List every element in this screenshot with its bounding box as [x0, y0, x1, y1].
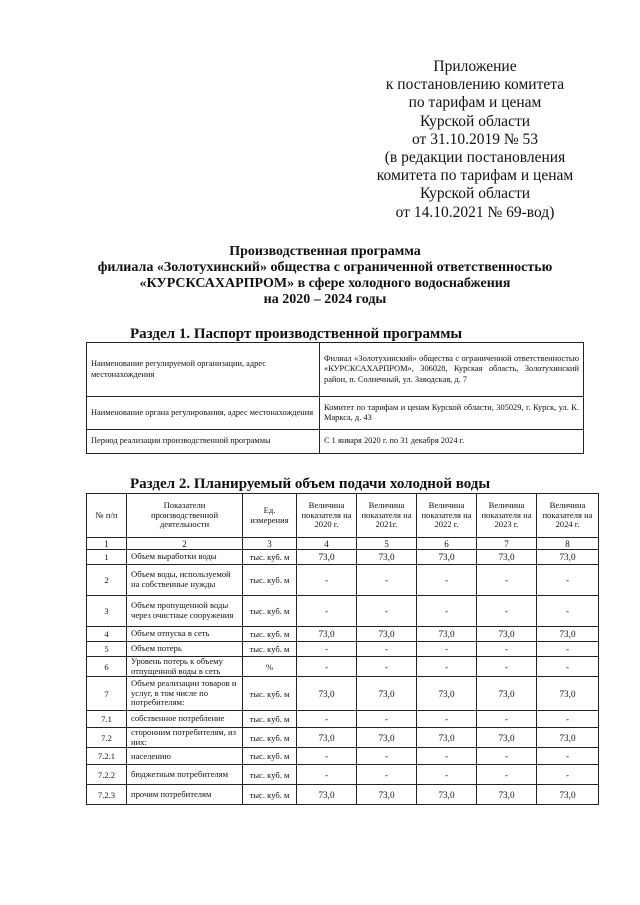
value-cell: 73,0 — [417, 550, 477, 565]
value-cell: - — [477, 711, 537, 728]
appendix-line: комитета по тарифам и ценам — [376, 167, 574, 185]
table-row — [87, 711, 599, 728]
value-cell: - — [357, 596, 417, 627]
indicator-name: прочим потребителям — [127, 785, 243, 805]
value-cell: - — [297, 596, 357, 627]
value-cell: 73,0 — [417, 627, 477, 642]
value-cell: 73,0 — [357, 728, 417, 748]
appendix-line: от 14.10.2021 № 69-вод) — [395, 203, 555, 221]
value-cell: - — [297, 748, 357, 765]
unit-cell: тыс. куб. м — [243, 728, 297, 748]
indicator-name: Объем выработки воды — [127, 550, 243, 565]
value-cell: 73,0 — [477, 550, 537, 565]
program-title-line: «КУРСКСАХАРПРОМ» в сфере холодного водоснабжения — [139, 276, 511, 291]
unit-cell: тыс. куб. м — [243, 550, 297, 565]
value-cell: - — [477, 657, 537, 677]
table-row — [87, 627, 599, 642]
passport-label: Наименование органа регулирования, адрес местонахождения — [87, 397, 320, 430]
value-cell: 73,0 — [417, 728, 477, 748]
header-cell: Величина показателя на 2023 г. — [477, 494, 537, 538]
value-cell: - — [417, 565, 477, 596]
value-cell: 73,0 — [357, 785, 417, 805]
unit-cell: тыс. куб. м — [243, 765, 297, 785]
appendix-line: от 31.10.2019 № 53 — [412, 130, 538, 148]
row-number: 2 — [87, 565, 127, 596]
row-number: 1 — [87, 550, 127, 565]
table-row — [87, 677, 599, 711]
row-number: 7.1 — [87, 711, 127, 728]
appendix-line: Курской области — [419, 185, 531, 203]
passport-value: Комитет по тарифам и ценам Курской области, 305029, г. Курск, ул. К. Маркса, д. 43 — [320, 397, 584, 430]
table-row — [87, 657, 599, 677]
value-cell: - — [417, 596, 477, 627]
appendix-line: по тарифам и ценам — [408, 94, 542, 112]
value-cell: - — [537, 565, 599, 596]
unit-cell: тыс. куб. м — [243, 596, 297, 627]
value-cell: 73,0 — [537, 550, 599, 565]
unit-cell: тыс. куб. м — [243, 711, 297, 728]
row-number: 7.2.1 — [87, 748, 127, 765]
indicator-name: населению — [127, 748, 243, 765]
table-row — [87, 642, 599, 657]
passport-value: С 1 января 2020 г. по 31 декабря 2024 г. — [320, 430, 584, 454]
value-cell: 73,0 — [357, 677, 417, 711]
column-number: 2 — [127, 538, 243, 550]
value-cell: - — [537, 711, 599, 728]
value-cell: 73,0 — [297, 550, 357, 565]
indicator-name: сторонним потребителям, из них: — [127, 728, 243, 748]
value-cell: - — [297, 657, 357, 677]
program-title-line: на 2020 – 2024 годы — [263, 292, 387, 307]
table-row — [87, 565, 599, 596]
program-title-line: Производственная программа — [229, 244, 421, 259]
value-cell: - — [417, 657, 477, 677]
row-number: 7.2.2 — [87, 765, 127, 785]
value-cell: 73,0 — [477, 627, 537, 642]
value-cell: - — [357, 642, 417, 657]
value-cell: 73,0 — [477, 785, 537, 805]
header-cell: Показатели производственной деятельности — [127, 494, 243, 538]
value-cell: 73,0 — [297, 677, 357, 711]
row-number: 5 — [87, 642, 127, 657]
unit-cell: тыс. куб. м — [243, 642, 297, 657]
section2-title: Раздел 2. Планируемый объем подачи холодной воды — [130, 476, 491, 492]
column-number: 3 — [243, 538, 297, 550]
value-cell: 73,0 — [297, 728, 357, 748]
value-cell: - — [297, 711, 357, 728]
column-number: 6 — [417, 538, 477, 550]
passport-row — [87, 430, 584, 454]
column-number: 7 — [477, 538, 537, 550]
value-cell: - — [477, 765, 537, 785]
value-cell: 73,0 — [417, 785, 477, 805]
program-title-line: филиала «Золотухинский» общества с ограниченной ответственностью — [97, 260, 553, 275]
volumes-body — [87, 550, 599, 805]
value-cell: - — [297, 642, 357, 657]
table-row — [87, 728, 599, 748]
value-cell: 73,0 — [357, 550, 417, 565]
value-cell: 73,0 — [477, 728, 537, 748]
table-row — [87, 765, 599, 785]
row-number: 3 — [87, 596, 127, 627]
value-cell: 73,0 — [537, 785, 599, 805]
row-number: 7.2.3 — [87, 785, 127, 805]
value-cell: - — [477, 596, 537, 627]
value-cell: - — [417, 748, 477, 765]
passport-row — [87, 343, 584, 397]
indicator-name: Объем потерь — [127, 642, 243, 657]
table-row — [87, 785, 599, 805]
value-cell: - — [357, 748, 417, 765]
appendix-line: (в редакции постановления — [384, 149, 566, 167]
indicator-name: Объем реализации товаров и услуг, в том числе по потребителям: — [127, 677, 243, 711]
unit-cell: % — [243, 657, 297, 677]
value-cell: - — [357, 765, 417, 785]
column-number: 1 — [87, 538, 127, 550]
value-cell: - — [537, 596, 599, 627]
passport-row — [87, 397, 584, 430]
unit-cell: тыс. куб. м — [243, 785, 297, 805]
value-cell: - — [357, 657, 417, 677]
appendix-line: Курской области — [419, 112, 531, 130]
value-cell: - — [417, 642, 477, 657]
passport-label: Наименование регулируемой организации, адрес местонахождения — [87, 343, 320, 397]
header-cell: Величина показателя на 2021г. — [357, 494, 417, 538]
value-cell: - — [537, 657, 599, 677]
indicator-name: Объем пропущенной воды через очистные сооружения — [127, 596, 243, 627]
table-row — [87, 748, 599, 765]
value-cell: - — [357, 565, 417, 596]
section1-title: Раздел 1. Паспорт производственной программы — [130, 326, 463, 342]
value-cell: - — [417, 765, 477, 785]
value-cell: 73,0 — [537, 627, 599, 642]
value-cell: - — [357, 711, 417, 728]
unit-cell: тыс. куб. м — [243, 748, 297, 765]
passport-value: Филиал «Золотухинский» общества с ограниченной ответственностью «КУРСКСАХАРПРОМ», 306028, Курская область, Золотухинский район, п. Солнечный, ул. Заводская, д. 7 — [320, 343, 584, 397]
value-cell: - — [537, 642, 599, 657]
unit-cell: тыс. куб. м — [243, 565, 297, 596]
row-number: 7.2 — [87, 728, 127, 748]
indicator-name: Объем воды, используемой на собственные нужды — [127, 565, 243, 596]
value-cell: - — [477, 642, 537, 657]
appendix-line: Приложение — [433, 58, 517, 75]
volumes-table — [86, 493, 599, 805]
value-cell: - — [297, 765, 357, 785]
column-number: 8 — [537, 538, 599, 550]
column-number: 5 — [357, 538, 417, 550]
table-row — [87, 550, 599, 565]
indicator-name: Уровень потерь к объему отпущенной воды в сеть — [127, 657, 243, 677]
appendix-block — [360, 58, 590, 222]
value-cell: 73,0 — [297, 627, 357, 642]
passport-label: Период реализации производственной программы — [87, 430, 320, 454]
appendix-line: к постановлению комитета — [385, 76, 565, 94]
header-row — [87, 494, 599, 538]
value-cell: 73,0 — [477, 677, 537, 711]
value-cell: 73,0 — [357, 627, 417, 642]
header-cell: № п/п — [87, 494, 127, 538]
value-cell: 73,0 — [537, 677, 599, 711]
value-cell: - — [417, 711, 477, 728]
value-cell: - — [537, 765, 599, 785]
column-number-row — [87, 538, 599, 550]
value-cell: - — [537, 748, 599, 765]
passport-table — [86, 342, 584, 454]
header-cell: Величина показателя на 2024 г. — [537, 494, 599, 538]
unit-cell: тыс. куб. м — [243, 677, 297, 711]
value-cell: 73,0 — [297, 785, 357, 805]
row-number: 7 — [87, 677, 127, 711]
header-cell: Величина показателя на 2020 г. — [297, 494, 357, 538]
value-cell: 73,0 — [537, 728, 599, 748]
indicator-name: бюджетным потребителям — [127, 765, 243, 785]
value-cell: - — [477, 565, 537, 596]
indicator-name: Объем отпуска в сеть — [127, 627, 243, 642]
header-cell: Величина показателя на 2022 г. — [417, 494, 477, 538]
table-row — [87, 596, 599, 627]
unit-cell: тыс. куб. м — [243, 627, 297, 642]
value-cell: 73,0 — [417, 677, 477, 711]
header-cell: Ед. измерения — [243, 494, 297, 538]
program-title — [70, 244, 580, 308]
row-number: 6 — [87, 657, 127, 677]
indicator-name: собственное потребление — [127, 711, 243, 728]
row-number: 4 — [87, 627, 127, 642]
value-cell: - — [477, 748, 537, 765]
value-cell: - — [297, 565, 357, 596]
column-number: 4 — [297, 538, 357, 550]
